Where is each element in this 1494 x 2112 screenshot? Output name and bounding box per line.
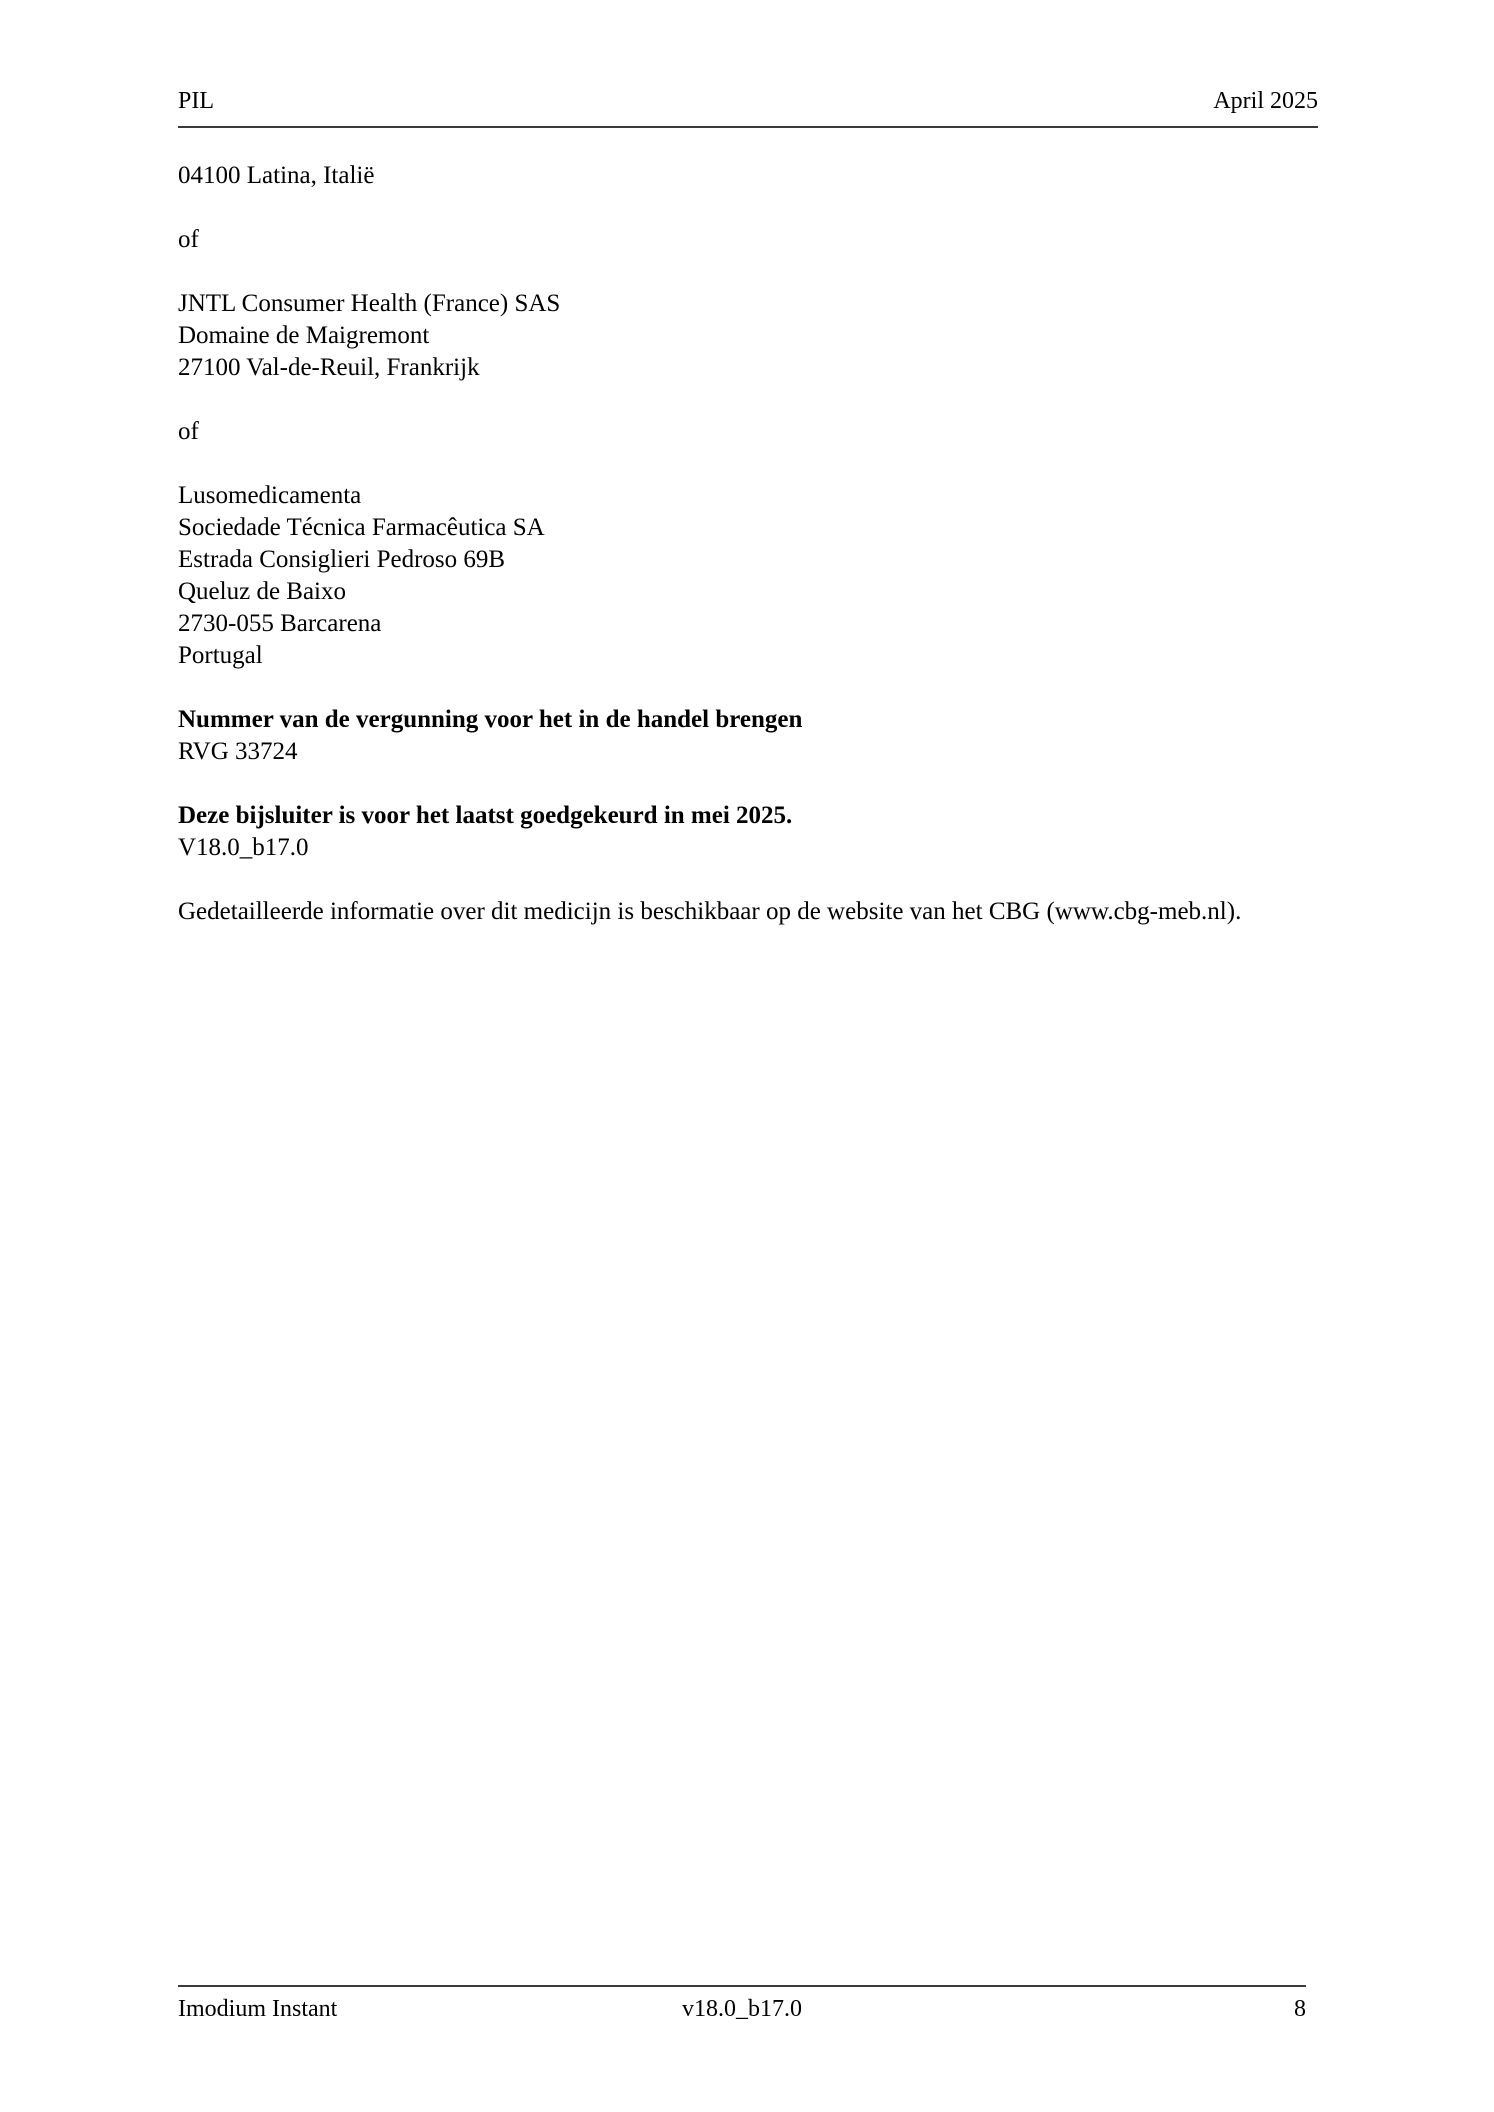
address-line: Portugal [178,642,263,669]
header-document-type: PIL [178,88,214,114]
footer-divider [178,1985,1306,1987]
header-date: April 2025 [1213,88,1318,114]
authorisation-number-value: RVG 33724 [178,738,298,765]
document-body [178,160,1318,928]
header-divider [178,126,1318,128]
address-line: Estrada Consiglieri Pedroso 69B [178,546,506,573]
address-line: Sociedade Técnica Farmacêutica SA [178,514,545,541]
address-italy-block [178,160,1318,192]
footer-page-number: 8 [1294,1996,1306,2022]
address-line: 2730-055 Barcarena [178,610,382,637]
separator-label: of [178,418,199,445]
address-portugal-block [178,480,1318,672]
address-line: 27100 Val-de-Reuil, Frankrijk [178,354,480,381]
separator-of-1 [178,224,1318,256]
footer-version: v18.0_b17.0 [682,1996,802,2022]
last-approved-heading: Deze bijsluiter is voor het laatst goedgekeurd in mei 2025. [178,802,793,829]
last-approved-block [178,800,1318,864]
address-line: 04100 Latina, Italië [178,162,375,189]
address-line: Domaine de Maigremont [178,322,430,349]
separator-label: of [178,226,199,253]
address-line: JNTL Consumer Health (France) SAS [178,290,561,317]
last-approved-version: V18.0_b17.0 [178,834,309,861]
page-header [178,86,1318,116]
authorisation-number-block [178,704,1318,768]
footer-product-name: Imodium Instant [178,1996,338,2022]
detailed-information-block [178,896,1318,928]
authorisation-number-heading: Nummer van de vergunning voor het in de handel brengen [178,706,803,733]
address-france-block [178,288,1318,384]
separator-of-2 [178,416,1318,448]
address-line: Queluz de Baixo [178,578,347,605]
detailed-information-text: Gedetailleerde informatie over dit medicijn is beschikbaar op de website van het CBG (www.cbg-meb.nl). [178,898,1242,925]
address-line: Lusomedicamenta [178,482,362,509]
